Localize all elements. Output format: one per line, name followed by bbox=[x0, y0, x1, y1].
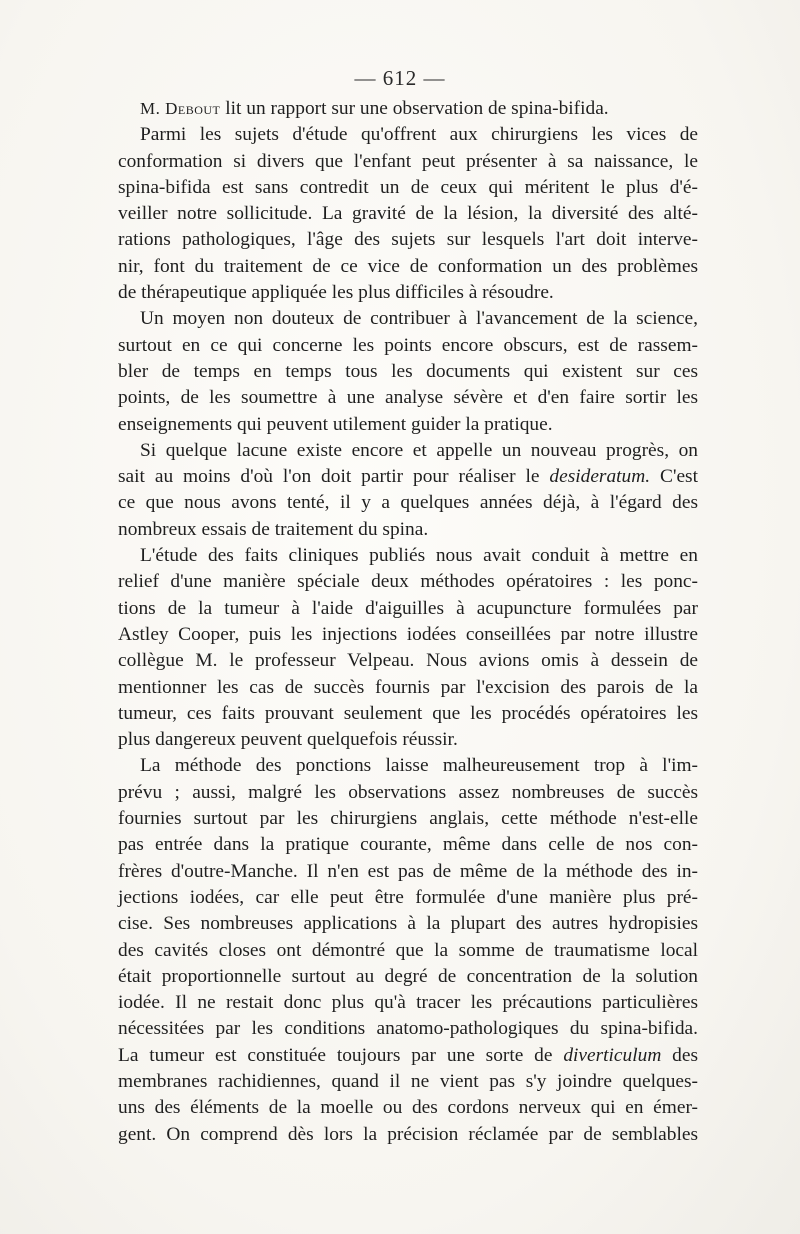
text-line bbox=[118, 280, 698, 306]
text-segment: L'étude des faits cliniques publiés nous avait conduit à mettre en bbox=[140, 545, 698, 567]
italic-term: diverticulum bbox=[563, 1044, 662, 1066]
text-segment: pas entrée dans la pratique courante, même dans celle de nos con- bbox=[118, 834, 698, 856]
text-segment: relief d'une manière spéciale deux méthodes opératoires : les ponc- bbox=[118, 571, 698, 593]
page-number: — 612 — bbox=[354, 66, 446, 90]
text-line bbox=[118, 175, 698, 201]
text-segment: nir, font du traitement de ce vice de conformation un des problèmes bbox=[118, 255, 698, 277]
text-line bbox=[118, 1043, 698, 1069]
text-line bbox=[118, 122, 698, 148]
text-segment: Si quelque lacune existe encore et appelle un nouveau progrès, on bbox=[140, 439, 698, 461]
text-line bbox=[118, 517, 698, 543]
text-segment: nombreux essais de traitement du spina. bbox=[118, 518, 429, 540]
text-line bbox=[118, 412, 698, 438]
text-segment: collègue M. le professeur Velpeau. Nous avions omis à dessein de bbox=[118, 650, 698, 672]
text-segment: frères d'outre-Manche. Il n'en est pas de même de la méthode des in- bbox=[118, 860, 698, 882]
text-segment: sait au moins d'où l'on doit partir pour réaliser le bbox=[118, 466, 550, 488]
text-segment: lit un rapport sur une observation de spina-bifida. bbox=[220, 98, 609, 119]
text-line bbox=[118, 911, 698, 937]
paragraph bbox=[118, 96, 698, 122]
text-line bbox=[118, 701, 698, 727]
text-line bbox=[118, 648, 698, 674]
text-segment: des bbox=[661, 1044, 699, 1066]
text-segment: points, de les soumettre à une analyse sévère et d'en faire sortir les bbox=[118, 387, 698, 409]
text-segment: enseignements qui peuvent utilement guider la pratique. bbox=[118, 413, 553, 435]
paragraph bbox=[118, 543, 698, 753]
body-text bbox=[118, 96, 698, 1148]
text-segment: des cavités closes ont démontré que la somme de traumatisme local bbox=[118, 939, 698, 961]
text-line bbox=[118, 964, 698, 990]
text-line bbox=[118, 622, 698, 648]
text-segment: membranes rachidiennes, quand il ne vient pas s'y joindre quelques- bbox=[118, 1070, 698, 1092]
text-segment: tions de la tumeur à l'aide d'aiguilles à acupuncture formulées par bbox=[118, 597, 698, 619]
text-segment: gent. On comprend dès lors la précision réclamée par de semblables bbox=[118, 1123, 698, 1145]
text-line bbox=[118, 832, 698, 858]
text-line bbox=[118, 885, 698, 911]
text-line bbox=[118, 333, 698, 359]
text-segment: Parmi les sujets d'étude qu'offrent aux chirurgiens les vices de bbox=[140, 124, 698, 146]
text-segment: nécessitées par les conditions anatomo-pathologiques du spina-bifida. bbox=[118, 1018, 698, 1040]
text-segment: La méthode des ponctions laisse malheureusement trop à l'im- bbox=[140, 755, 698, 777]
paragraph bbox=[118, 122, 698, 306]
paragraph bbox=[118, 438, 698, 543]
text-line bbox=[118, 227, 698, 253]
text-segment: veiller notre sollicitude. La gravité de la lésion, la diversité des alté- bbox=[118, 203, 698, 225]
text-line bbox=[118, 201, 698, 227]
text-line bbox=[118, 438, 698, 464]
text-line bbox=[118, 149, 698, 175]
text-segment: était proportionnelle surtout au degré de concentration de la solution bbox=[118, 965, 698, 987]
text-segment: spina-bifida est sans contredit un de ceux qui méritent le plus d'é- bbox=[118, 176, 698, 198]
text-line bbox=[118, 1095, 698, 1121]
text-line bbox=[118, 254, 698, 280]
text-segment: ce que nous avons tenté, il y a quelques années déjà, à l'égard des bbox=[118, 492, 698, 514]
text-segment: prévu ; aussi, malgré les observations assez nombreuses de succès bbox=[118, 781, 698, 803]
text-line bbox=[118, 543, 698, 569]
text-segment: surtout en ce qui concerne les points encore obscurs, est de rassem- bbox=[118, 334, 698, 356]
text-line bbox=[118, 96, 698, 122]
text-line bbox=[118, 385, 698, 411]
text-segment: mentionner les cas de succès fournis par l'excision des parois de la bbox=[118, 676, 698, 698]
text-line bbox=[118, 569, 698, 595]
text-segment: fournies surtout par les chirurgiens anglais, cette méthode n'est-elle bbox=[118, 808, 698, 830]
text-segment: jections iodées, car elle peut être formulée d'une manière plus pré- bbox=[118, 886, 698, 908]
text-line bbox=[118, 675, 698, 701]
text-segment: uns des éléments de la moelle ou des cordons nerveux qui en émer- bbox=[118, 1097, 698, 1119]
text-line bbox=[118, 938, 698, 964]
text-line bbox=[118, 780, 698, 806]
text-line bbox=[118, 359, 698, 385]
text-line bbox=[118, 464, 698, 490]
text-segment: La tumeur est constituée toujours par une sorte de bbox=[118, 1044, 564, 1066]
text-line bbox=[118, 1016, 698, 1042]
text-line bbox=[118, 753, 698, 779]
text-line bbox=[118, 490, 698, 516]
italic-term: desideratum. bbox=[549, 466, 651, 488]
text-segment: conformation si divers que l'enfant peut présenter à sa naissance, le bbox=[118, 150, 698, 172]
text-line bbox=[118, 806, 698, 832]
text-segment: iodée. Il ne restait donc plus qu'à tracer les précautions particulières bbox=[118, 992, 698, 1014]
text-line bbox=[118, 990, 698, 1016]
speaker-name: M. Debout bbox=[140, 99, 221, 118]
text-segment: rations pathologiques, l'âge des sujets sur lesquels l'art doit interve- bbox=[118, 229, 698, 251]
text-segment: Un moyen non douteux de contribuer à l'avancement de la science, bbox=[140, 308, 698, 330]
text-segment: C'est bbox=[650, 466, 698, 488]
text-line bbox=[118, 1069, 698, 1095]
text-line bbox=[118, 596, 698, 622]
paragraph bbox=[118, 306, 698, 437]
paragraph bbox=[118, 753, 698, 1147]
text-line bbox=[118, 1122, 698, 1148]
text-line bbox=[118, 727, 698, 753]
text-line bbox=[118, 859, 698, 885]
text-segment: de thérapeutique appliquée les plus difficiles à résoudre. bbox=[118, 282, 554, 304]
text-segment: plus dangereux peuvent quelquefois réussir. bbox=[118, 729, 458, 751]
text-segment: tumeur, ces faits prouvant seulement que les procédés opératoires les bbox=[118, 702, 698, 724]
text-segment: cise. Ses nombreuses applications à la plupart des autres hydropisies bbox=[118, 913, 698, 935]
text-line bbox=[118, 306, 698, 332]
text-segment: Astley Cooper, puis les injections iodées conseillées par notre illustre bbox=[118, 623, 698, 645]
text-segment: bler de temps en temps tous les documents qui existent sur ces bbox=[118, 360, 698, 382]
